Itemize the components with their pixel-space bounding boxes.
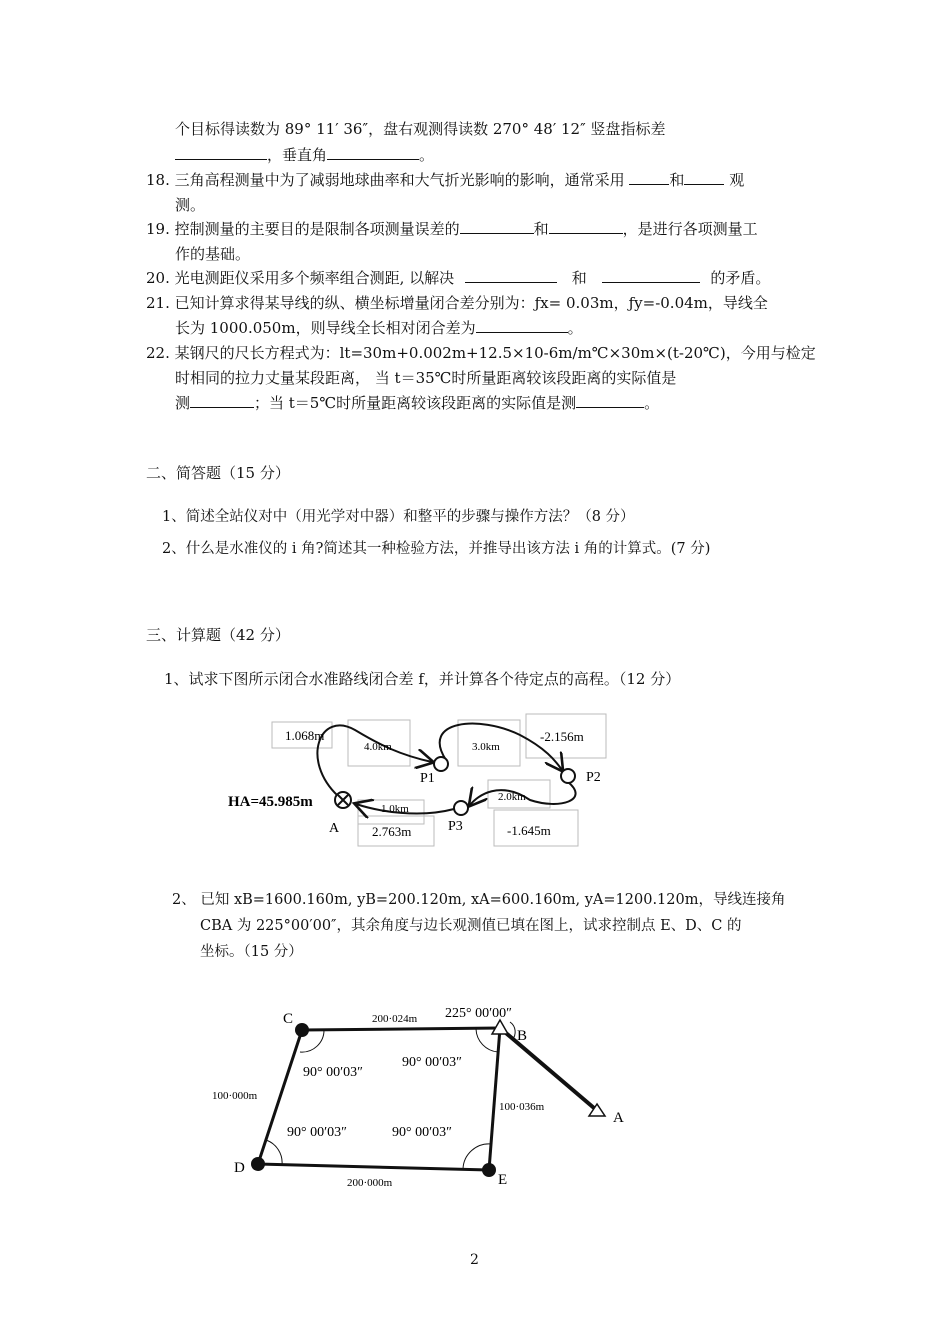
page-number: 2: [470, 1252, 479, 1268]
q22-line3: 测 ；当 t＝5℃时所量距离较该段距离的实际值是测 。: [175, 394, 660, 412]
section-3-title: 三、计算题（42 分）: [146, 626, 290, 644]
angle-b-ext: 225° 00′00″: [445, 1006, 512, 1021]
label-e: E: [498, 1172, 508, 1188]
label-cd: 100·000m: [212, 1090, 258, 1102]
q19-line1: 19. 控制测量的主要目的是限制各项测量误差的 和 ，是进行各项测量工: [146, 220, 758, 238]
label-h4: 2.763m: [372, 824, 412, 839]
label-d1: 4.0km: [364, 741, 392, 753]
angle-e: 90° 00′03″: [392, 1125, 452, 1140]
q21-line2: 长为 1000.050m，则导线全长相对闭合差为 。: [175, 319, 583, 337]
label-p1: P1: [420, 771, 435, 786]
label-h1: 1.068m: [285, 728, 325, 743]
label-d3: 2.0km: [498, 791, 526, 803]
q17-line1: 个目标得读数为 89° 11′ 36″，盘右观测得读数 270° 48′ 12″ 竖盘指标差: [175, 120, 666, 138]
label-a: A: [329, 821, 340, 836]
q17-line2: ，垂直角 。: [175, 145, 434, 165]
section-3-q1: 1、试求下图所示闭合水准路线闭合差 f，并计算各个待定点的高程。（12 分）: [164, 670, 681, 688]
label-p2: P2: [586, 770, 601, 785]
label-h2: -2.156m: [540, 729, 584, 744]
label-d2: 3.0km: [472, 741, 500, 753]
q18-line1: 18. 三角高程测量中为了减弱地球曲率和大气折光影响的影响，通常采用 和 观: [146, 171, 745, 189]
q22-line2: 时相同的拉力丈量某段距离， 当 t＝35℃时所量距离较该段距离的实际值是: [175, 369, 677, 387]
station-e: [482, 1163, 496, 1177]
label-c: C: [283, 1011, 294, 1027]
section-2-title: 二、简答题（15 分）: [146, 464, 290, 482]
ha-label: HA=45.985m: [228, 794, 313, 810]
label-d: D: [234, 1160, 245, 1176]
section-3-q2-line3: 坐标。（15 分）: [200, 944, 303, 960]
section-3-q2-line1: 2、 已知 xB=1600.160m, yB=200.120m, xA=600.160m, yA=1200.120m，导线连接角: [172, 892, 786, 908]
station-d: [251, 1157, 265, 1171]
q20-line: 20. 光电测距仪采用多个频率组合测距, 以解决 和 的矛盾。: [146, 269, 771, 287]
side-dc: [258, 1030, 302, 1164]
section-2-q2: 2、什么是水准仪的 i 角?简述其一种检验方法，并推导出该方法 i 角的计算式。(7 分): [162, 541, 711, 557]
side-cb: [302, 1028, 500, 1030]
side-ed: [258, 1164, 489, 1170]
angle-d: 90° 00′03″: [287, 1125, 347, 1140]
label-de: 200·000m: [347, 1177, 393, 1189]
label-p3: P3: [448, 819, 463, 834]
angle-b: 90° 00′03″: [402, 1055, 462, 1070]
label-cb: 200·024m: [372, 1013, 418, 1025]
side-be: [489, 1028, 500, 1170]
label-be: 100·036m: [499, 1101, 545, 1113]
section-2-q1: 1、简述全站仪对中（用光学对中器）和整平的步骤与操作方法？（8 分）: [162, 509, 635, 525]
q18-line2: 测。: [175, 196, 206, 214]
station-c: [295, 1023, 309, 1037]
section-3-q2-line2: CBA 为 225°00′00″，其余角度与边长观测值已填在图上，试求控制点 E、D、C 的: [200, 918, 742, 934]
q19-line2: 作的基础。: [175, 245, 251, 263]
label-b: B: [517, 1028, 528, 1044]
label-a: A: [613, 1110, 624, 1126]
angle-c: 90° 00′03″: [303, 1065, 363, 1080]
q21-line1: 21. 已知计算求得某导线的纵、横坐标增量闭合差分别为：ƒx= 0.03m，ƒy=-0.04m，导线全: [146, 294, 768, 312]
side-ba: [500, 1028, 594, 1108]
label-h3: -1.645m: [507, 823, 551, 838]
label-d4: 1.0km: [381, 803, 409, 815]
q22-line1: 22. 某钢尺的尺长方程式为：lt=30m+0.002m+12.5×10-6m/m℃×30m×(t-20℃)，今用与检定: [146, 344, 816, 362]
